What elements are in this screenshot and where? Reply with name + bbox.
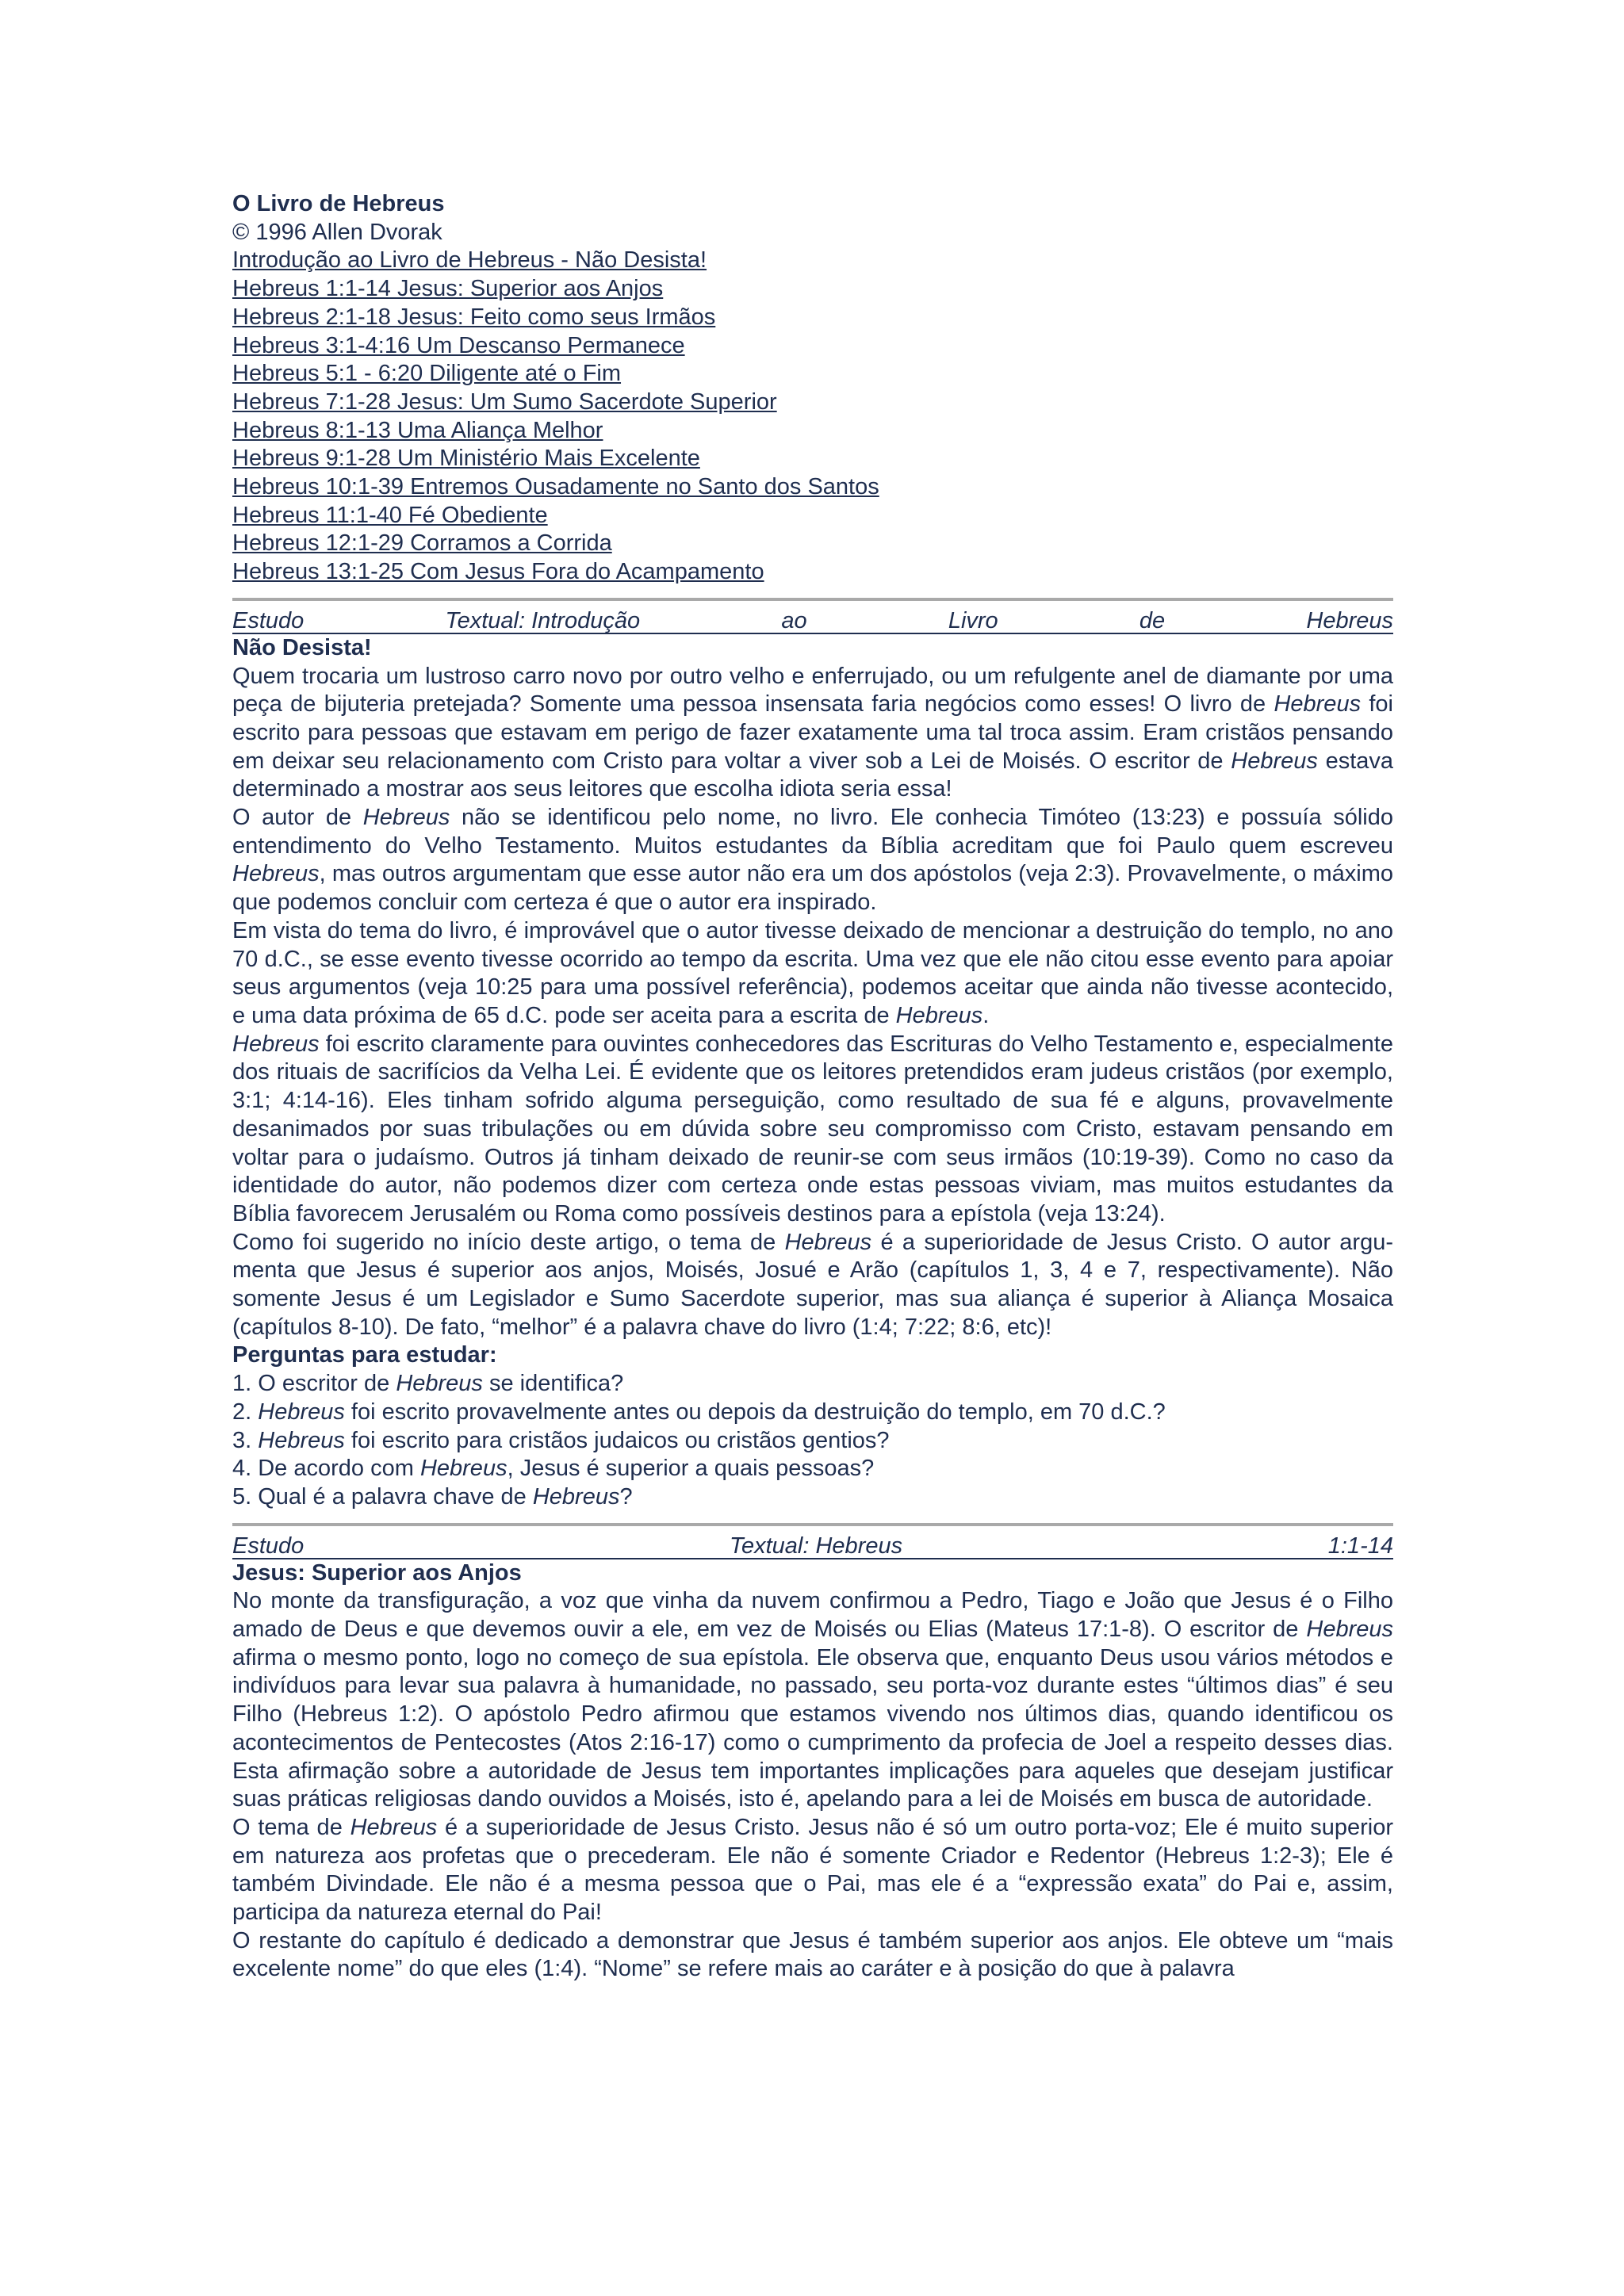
section-divider (232, 1523, 1393, 1526)
section-header-word: 1:1-14 (1327, 1533, 1393, 1559)
questions-title: Perguntas para estudar: (232, 1342, 497, 1368)
toc-link-chapter-13[interactable]: Hebreus 13:1-25 Com Jesus Fora do Acampamento (232, 559, 764, 585)
toc-link-chapter-1[interactable]: Hebreus 1:1-14 Jesus: Superior aos Anjos (232, 276, 664, 302)
section-divider (232, 598, 1393, 601)
toc-link-chapter-5-6[interactable]: Hebreus 5:1 - 6:20 Diligente até o Fim (232, 361, 622, 387)
section-header-word: Livro (948, 607, 998, 633)
paragraph: Em vista do tema do livro, é improvável que o autor tivesse deixado de mencionar a destruição do templo, no ano 70 d.C., se esse evento tivesse ocorrido ao tempo da escrita. Uma vez que ele não citou esse evento para apoiar seus argumentos (veja 10:25 para uma possível referência), podemos aceitar que ainda não tivesse acontecido, e uma data próxima de 65 d.C. pode ser aceita para a escrita de Hebreus. (232, 917, 1393, 1028)
paragraph: O autor de Hebreus não se identificou pelo nome, no livro. Ele conhecia Timóteo (13:23) e possuía sólido entendimento do Velho Testamento. Muitos estudantes da Bíblia acreditam que foi Paulo quem escreveu Hebreus, mas outros argumentam que esse autor não era um dos apóstolos (veja 2:3). Provavelmente, o máximo que podemos concluir com certeza é que o autor era inspirado. (232, 805, 1393, 916)
document-title: O Livro de Hebreus (232, 191, 445, 216)
toc-link-chapter-12[interactable]: Hebreus 12:1-29 Corramos a Corrida (232, 530, 612, 557)
section-header-word: Textual: Hebreus (729, 1533, 903, 1559)
section-1-header (232, 609, 1393, 634)
paragraph: Hebreus foi escrito claramente para ouvintes conhecedores das Escrituras do Velho Testamento e, especialmente dos rituais de sacrifícios da Velha Lei. É evidente que os leitores pretendidos eram judeus cristãos (por exemplo, 3:1; 4:14-16). Eles tinham sofrido alguma perseguição, como resultado de sua fé e alguns, provavelmente desanimados por suas tribulações ou em dúvida sobre seu compromisso com Cristo, estavam pensando em voltar para o judaísmo. Outros já tinham deixado de reunir-se com seus irmãos (10:19-39). Como no caso da identidade do autor, não podemos dizer com certeza onde estas pessoas viviam, mas muitos estudantes da Bíblia favorecem Jerusalém ou Roma como possíveis destinos para a epístola (veja 13:24). (232, 1031, 1393, 1226)
copyright-line: © 1996 Allen Dvorak (232, 219, 442, 245)
paragraph: No monte da transfiguração, a voz que vinha da nuvem confirmou a Pedro, Tiago e João que Jesus é o Filho amado de Deus e que devemos ouvir a ele, em vez de Moisés ou Elias (Mateus 17:1-8). O escritor de Hebreus afirma o mesmo ponto, logo no começo de sua epístola. Ele observa que, enquanto Deus usou vários métodos e indivíduos para levar sua palavra à humanidade, no passado, seu porta-voz durante estes “últimos dias” é seu Filho (Hebreus 1:2). O apóstolo Pedro afirmou que estamos vivendo nos últimos dias, quando identificou os acontecimentos de Pentecostes (Atos 2:16-17) como o cumprimento da profecia de Joel a respeito desses dias. Esta afirmação sobre a autoridade de Jesus tem importantes implicações para aqueles que desejam justificar suas práticas religiosas dando ouvidos a Moisés, isto é, apelando para a lei de Moisés em busca de autoridade. (232, 1588, 1393, 1812)
section-header-word: ao (781, 607, 807, 633)
toc-link-chapter-11[interactable]: Hebreus 11:1-40 Fé Obediente (232, 502, 548, 528)
question-item: 4. De acordo com Hebreus, Jesus é superior a quais pessoas? (232, 1456, 875, 1482)
toc-link-chapter-7[interactable]: Hebreus 7:1-28 Jesus: Um Sumo Sacerdote Superior (232, 388, 777, 415)
section-1-subtitle: Não Desista! (232, 634, 372, 660)
table-of-contents (232, 247, 1393, 586)
section-header-word: Hebreus (1306, 607, 1393, 633)
toc-link-chapter-9[interactable]: Hebreus 9:1-28 Um Ministério Mais Excelente (232, 446, 700, 472)
toc-link-intro[interactable]: Introdução ao Livro de Hebreus - Não Desista! (232, 247, 707, 274)
section-2-subtitle: Jesus: Superior aos Anjos (232, 1559, 522, 1586)
toc-link-chapter-8[interactable]: Hebreus 8:1-13 Uma Aliança Melhor (232, 417, 603, 443)
toc-link-chapter-10[interactable]: Hebreus 10:1-39 Entremos Ousadamente no Santo dos Santos (232, 474, 879, 500)
toc-link-chapter-3-4[interactable]: Hebreus 3:1-4:16 Um Descanso Permanece (232, 332, 685, 358)
section-header-word: de (1139, 607, 1166, 633)
question-item: 2. Hebreus foi escrito provavelmente antes ou depois da destruição do templo, em 70 d.C.? (232, 1399, 1166, 1425)
document-page (232, 190, 1393, 1984)
section-2-header (232, 1534, 1393, 1559)
paragraph: Como foi sugerido no início deste artigo, o tema de Hebreus é a superioridade de Jesus Cristo. O autor argu-menta que Jesus é superior aos anjos, Moisés, Josué e Arão (capítulos 1, 3, 4 e 7, respectivamente). Não somente Jesus é um Legislador e Sumo Sacerdote superior, mas sua aliança é superior à Aliança Mosaica (capítulos 8-10). De fato, “melhor” é a palavra chave do livro (1:4; 7:22; 8:6, etc)! (232, 1229, 1394, 1340)
section-header-word: Textual: Introdução (445, 607, 641, 633)
paragraph: O restante do capítulo é dedicado a demonstrar que Jesus é também superior aos anjos. Ele obteve um “mais excelente nome” do que eles (1:4). “Nome” se refere mais ao caráter e à posição do que à palavra (232, 1927, 1393, 1982)
question-item: 5. Qual é a palavra chave de Hebreus? (232, 1483, 633, 1510)
paragraph: Quem trocaria um lustroso carro novo por outro velho e enferrujado, ou um refulgente anel de diamante por uma peça de bijuteria pretejada? Somente uma pessoa insensata faria negócios como esses! O livro de Hebreus foi escrito para pessoas que estavam em perigo de fazer exatamente uma tal troca assim. Eram cristãos pensando em deixar seu relacionamento com Cristo para voltar a viver sob a Lei de Moisés. O escritor de Hebreus estava determinado a mostrar aos seus leitores que escolha idiota seria essa! (232, 663, 1394, 802)
section-header-word: Estudo (232, 1533, 304, 1559)
section-header-word: Estudo (232, 607, 304, 633)
paragraph: O tema de Hebreus é a superioridade de Jesus Cristo. Jesus não é só um outro porta-voz; Ele é muito superior em natureza aos profetas que o precederam. Ele não é somente Criador e Redentor (Hebreus 1:2-3); Ele é também Divindade. Ele não é a mesma pessoa que o Pai, mas ele é a “expressão exata” do Pai e, assim, participa da natureza eternal do Pai! (232, 1814, 1393, 1926)
toc-link-chapter-2[interactable]: Hebreus 2:1-18 Jesus: Feito como seus Irmãos (232, 304, 716, 330)
question-item: 3. Hebreus foi escrito para cristãos judaicos ou cristãos gentios? (232, 1427, 890, 1453)
question-item: 1. O escritor de Hebreus se identifica? (232, 1371, 624, 1397)
